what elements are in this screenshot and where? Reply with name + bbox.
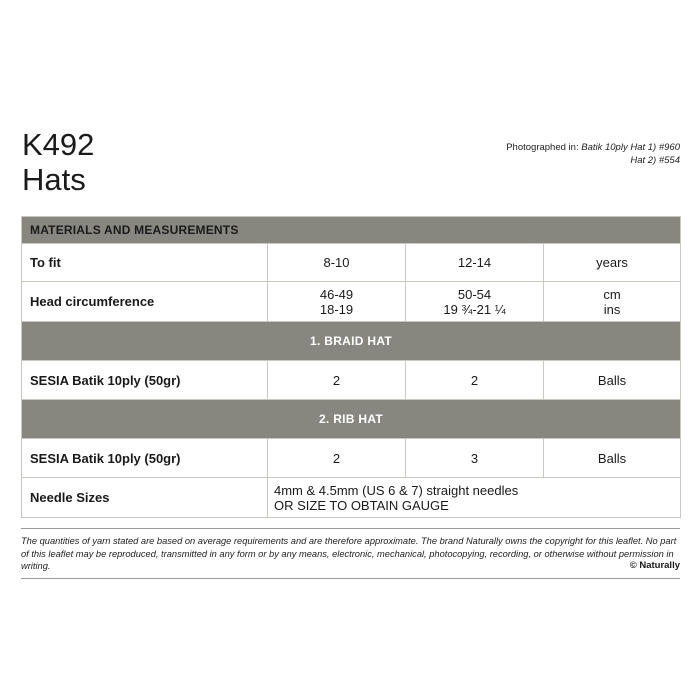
- braid-hat-qty-1: 2: [268, 361, 406, 400]
- table-title: MATERIALS AND MEASUREMENTS: [22, 217, 681, 244]
- braid-hat-yarn-row: [22, 361, 681, 400]
- photographed-line2: Hat 2) #554: [630, 155, 680, 166]
- copyright-mark: © Naturally: [629, 560, 680, 571]
- head-circumference-size-2: [406, 282, 544, 322]
- photographed-in-note: [506, 141, 680, 167]
- braid-hat-unit: Balls: [544, 361, 681, 400]
- head-circumference-row: [22, 282, 681, 322]
- footer-divider-top: [21, 528, 680, 529]
- needle-sizes-line2: OR SIZE TO OBTAIN GAUGE: [274, 497, 449, 513]
- rib-hat-qty-1: 2: [268, 439, 406, 478]
- needle-sizes-value: [268, 478, 681, 518]
- unit-cm: cm: [603, 286, 621, 302]
- braid-hat-title: 1. BRAID HAT: [22, 322, 681, 361]
- braid-hat-section-row: [22, 322, 681, 361]
- pattern-name: Hats: [22, 162, 86, 197]
- rib-hat-title: 2. RIB HAT: [22, 400, 681, 439]
- needle-sizes-line1: 4mm & 4.5mm (US 6 & 7) straight needles: [274, 482, 519, 498]
- to-fit-row: [22, 244, 681, 282]
- unit-ins: ins: [603, 301, 621, 317]
- copyright-disclaimer: The quantities of yarn stated are based on average requirements and are therefore approximate. The brand Naturally owns the copyright for this leaflet. No part of this leaflet may be reproduced, transmitted in any form or by any means, electronic, mechanical, photocopying, recording, or otherwise without permission in writing.: [21, 536, 677, 571]
- pattern-code: K492: [22, 127, 95, 162]
- footer-divider-bottom: [21, 578, 680, 579]
- rib-hat-unit: Balls: [544, 439, 681, 478]
- rib-hat-yarn-label: SESIA Batik 10ply (50gr): [22, 439, 268, 478]
- size1-cm: 46-49: [319, 286, 354, 302]
- size2-cm: 50-54: [457, 286, 492, 302]
- photographed-prefix: Photographed in:: [506, 142, 582, 153]
- braid-hat-yarn-label: SESIA Batik 10ply (50gr): [22, 361, 268, 400]
- head-circumference-size-1: [268, 282, 406, 322]
- photographed-line1: Batik 10ply Hat 1) #960: [581, 142, 680, 153]
- needle-sizes-label: Needle Sizes: [22, 478, 268, 518]
- materials-table: [21, 216, 681, 518]
- to-fit-label: To fit: [22, 244, 268, 282]
- to-fit-size-1: 8-10: [268, 244, 406, 282]
- needle-sizes-row: [22, 478, 681, 518]
- rib-hat-qty-2: 3: [406, 439, 544, 478]
- size2-ins: 19 ¾-21 ¼: [443, 301, 506, 317]
- head-circumference-units: [544, 282, 681, 322]
- rib-hat-yarn-row: [22, 439, 681, 478]
- head-circumference-label: Head circumference: [22, 282, 268, 322]
- table-header-row: [22, 217, 681, 244]
- to-fit-unit: years: [544, 244, 681, 282]
- braid-hat-qty-2: 2: [406, 361, 544, 400]
- rib-hat-section-row: [22, 400, 681, 439]
- to-fit-size-2: 12-14: [406, 244, 544, 282]
- size1-ins: 18-19: [319, 301, 354, 317]
